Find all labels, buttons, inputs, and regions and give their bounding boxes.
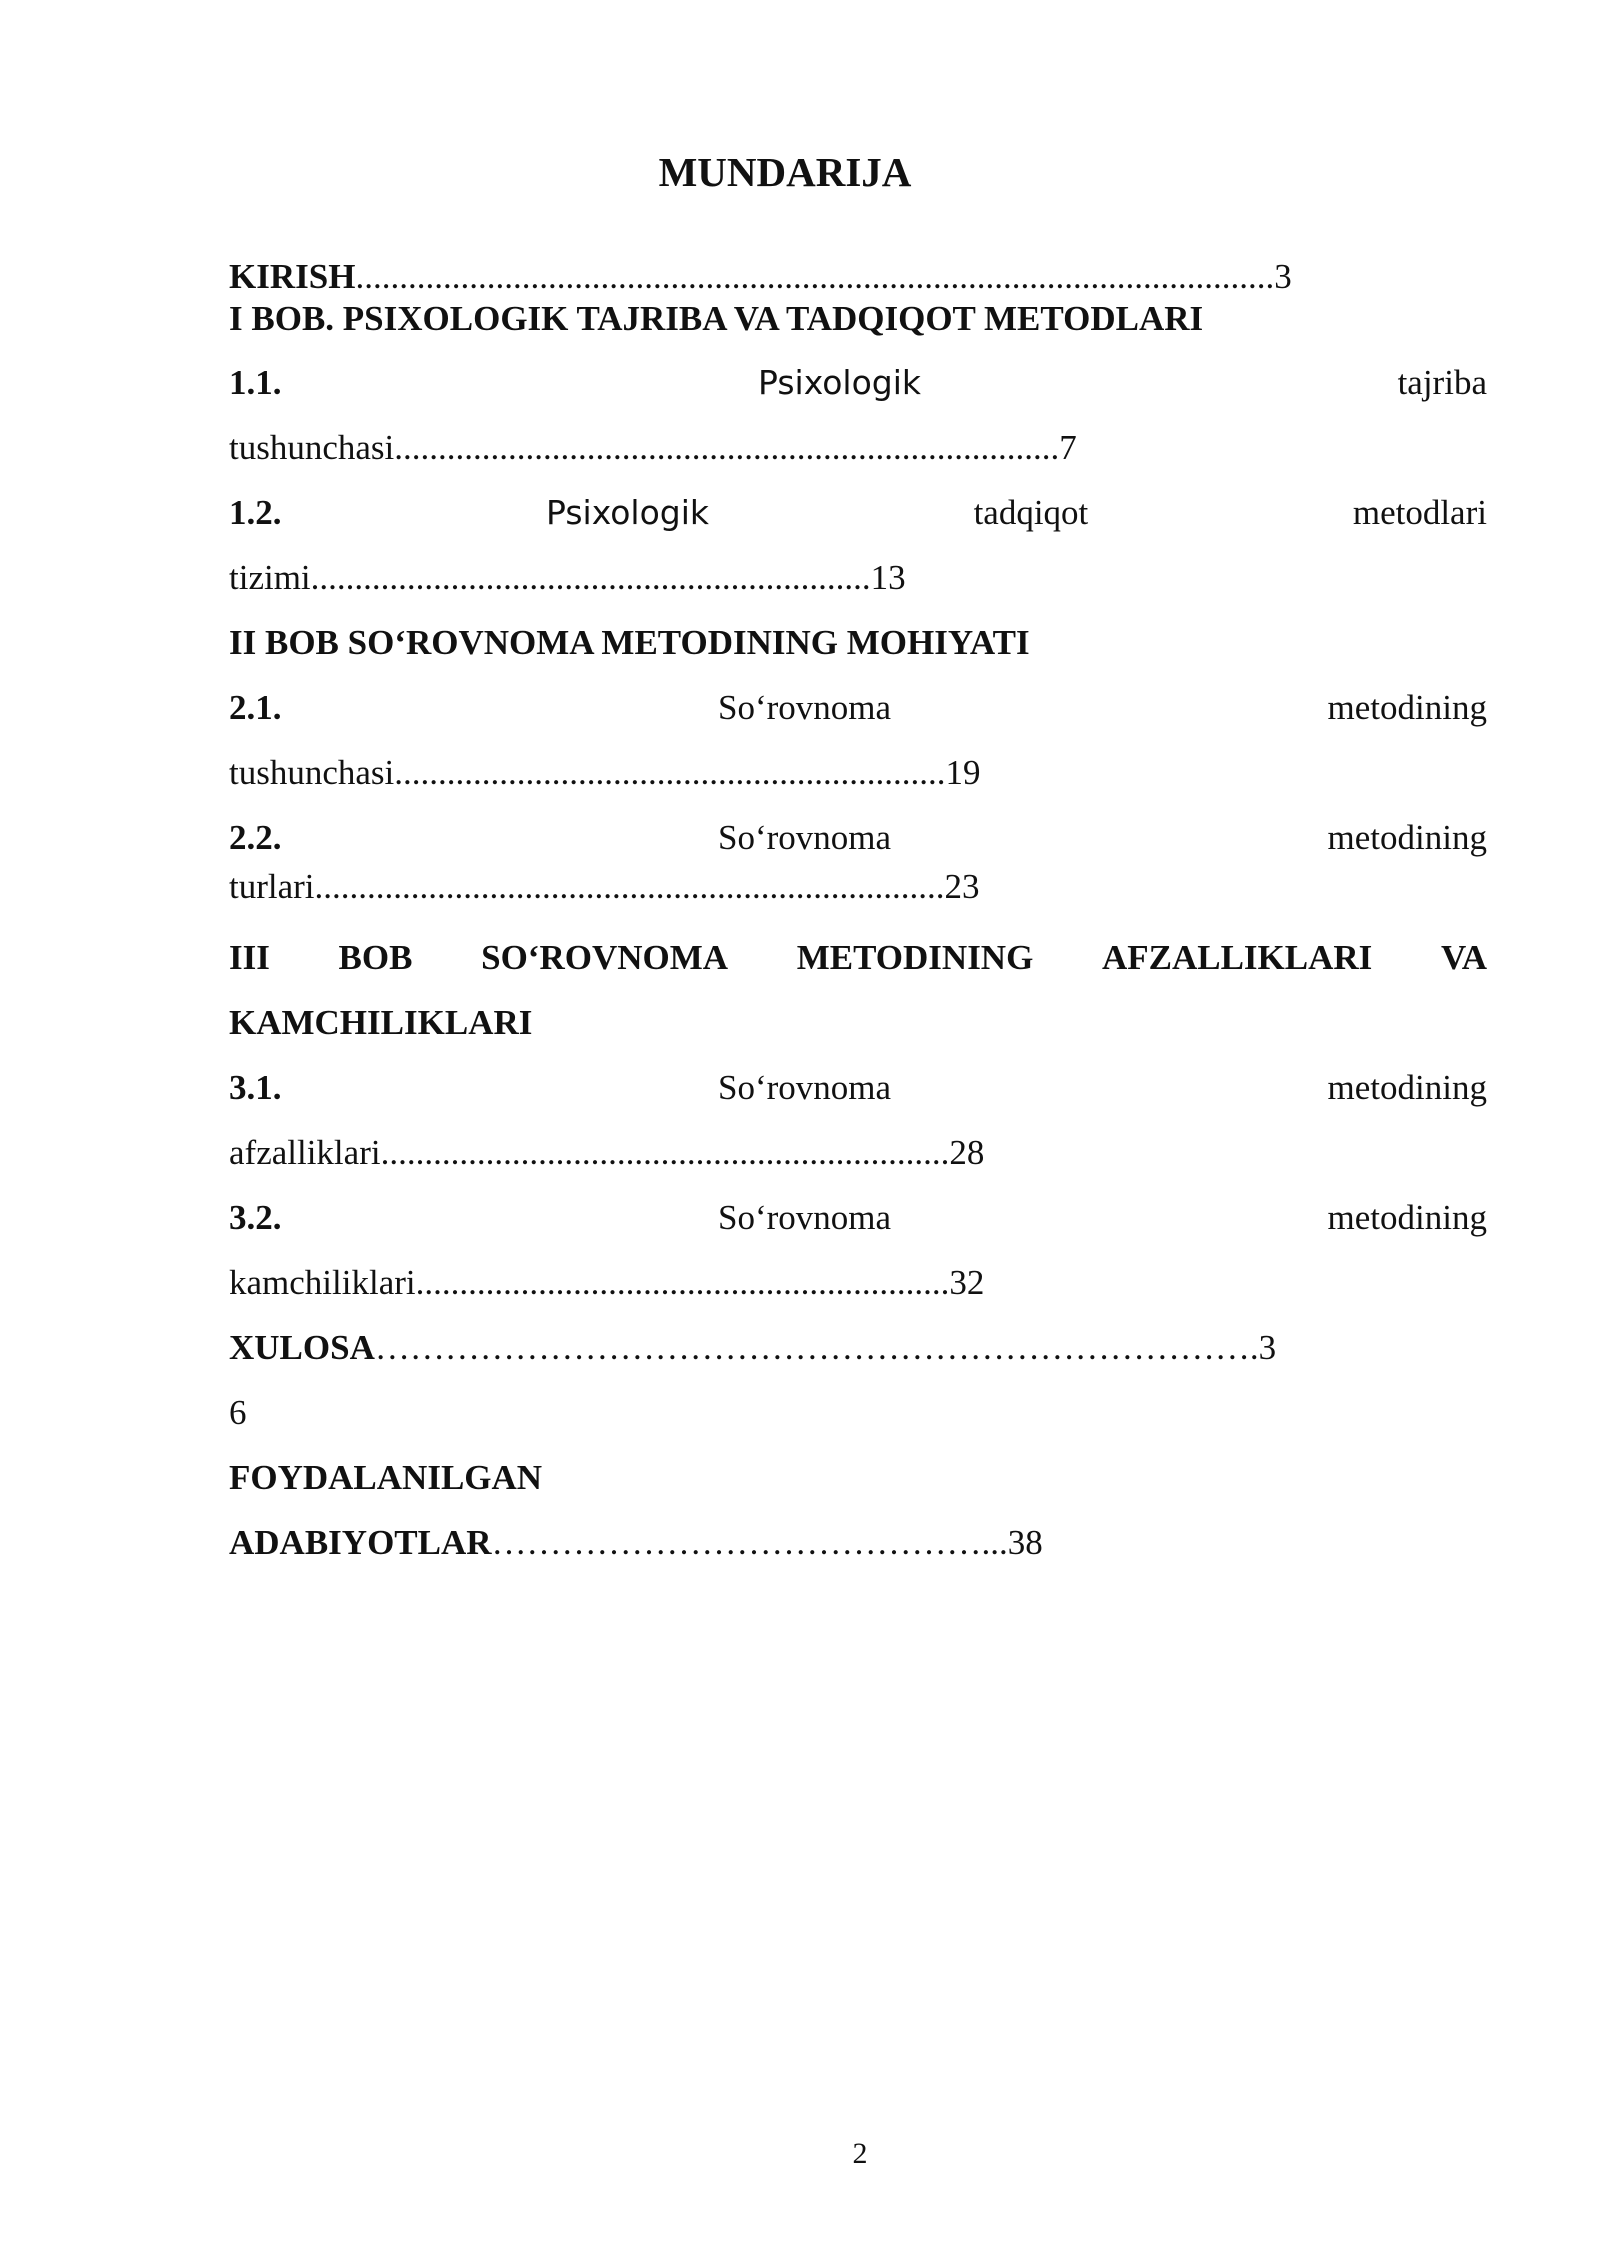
- toc-entry-intro[interactable]: [229, 255, 1487, 299]
- toc-entry-references[interactable]: [229, 1521, 1487, 1565]
- toc-entry-word: So‘rovnoma: [718, 1068, 892, 1107]
- toc-entry-word: So‘rovnoma: [718, 1198, 892, 1237]
- toc-leader: ……………………………………...: [491, 1523, 1008, 1562]
- toc-entry-3-1[interactable]: [229, 1066, 1487, 1110]
- toc-page-number: 3: [1274, 257, 1292, 296]
- toc-entry-title: XULOSA: [229, 1328, 375, 1367]
- toc-leader: .........................................................................................................: [355, 257, 1275, 296]
- toc-entry-conclusion[interactable]: [229, 1326, 1487, 1370]
- toc-section-number: 1.1.: [229, 363, 282, 402]
- toc-entry-3-2-continuation[interactable]: kamchiliklari.............................................................32: [229, 1263, 985, 1302]
- toc-chapter-3-continuation[interactable]: KAMCHILIKLARI: [229, 1003, 533, 1042]
- toc-chapter-word: METODINING: [796, 938, 1034, 977]
- toc-chapter-word: SO‘ROVNOMA: [481, 938, 729, 977]
- toc-entry-1-2-continuation[interactable]: tizimi................................................................13: [229, 558, 906, 597]
- toc-entry-word: So‘rovnoma: [718, 688, 892, 727]
- toc-section-number: 3.1.: [229, 1068, 282, 1107]
- toc-leader: ………………………………………………………………….3: [374, 1328, 1277, 1367]
- toc-entry-1-1-continuation[interactable]: tushunchasi............................................................................7: [229, 428, 1077, 467]
- toc-entry-word: metodlari: [1352, 493, 1487, 532]
- toc-entry-word: metodining: [1327, 1198, 1487, 1237]
- toc-chapter-2[interactable]: II BOB SO‘ROVNOMA METODINING MOHIYATI: [229, 623, 1030, 662]
- toc-entry-2-1[interactable]: [229, 686, 1487, 730]
- toc-entry-references-title[interactable]: FOYDALANILGAN: [229, 1458, 543, 1497]
- toc-section-number: 2.1.: [229, 688, 282, 727]
- toc-entry-1-1[interactable]: [229, 361, 1487, 405]
- toc-chapter-word: VA: [1440, 938, 1487, 977]
- toc-entry-word: So‘rovnoma: [718, 818, 892, 857]
- toc-section-number: 2.2.: [229, 818, 282, 857]
- toc-entry-word: Psixologik: [546, 493, 710, 532]
- toc-entry-title: KIRISH: [229, 257, 356, 296]
- toc-entry-2-1-continuation[interactable]: tushunchasi...............................................................19: [229, 753, 981, 792]
- toc-entry-2-2[interactable]: [229, 816, 1487, 860]
- toc-chapter-1[interactable]: I BOB. PSIXOLOGIK TAJRIBA VA TADQIQOT METODLARI: [229, 299, 1204, 338]
- toc-entry-3-1-continuation[interactable]: afzalliklari.................................................................28: [229, 1133, 985, 1172]
- page-number: 2: [852, 2137, 868, 2170]
- toc-chapter-3[interactable]: [229, 936, 1487, 980]
- toc-chapter-word: III: [229, 938, 270, 977]
- toc-page-number: 38: [1007, 1523, 1043, 1562]
- toc-entry-word: metodining: [1327, 688, 1487, 727]
- toc-section-number: 3.2.: [229, 1198, 282, 1237]
- toc-entry-word: metodining: [1327, 1068, 1487, 1107]
- toc-entry-2-2-continuation[interactable]: turlari........................................................................23: [229, 867, 980, 906]
- toc-entry-word: metodining: [1327, 818, 1487, 857]
- toc-heading: MUNDARIJA: [658, 149, 912, 195]
- toc-chapter-word: AFZALLIKLARI: [1101, 938, 1373, 977]
- toc-entry-1-2[interactable]: [229, 491, 1487, 535]
- toc-entry-word: Psixologik: [758, 363, 922, 402]
- toc-entry-conclusion-page[interactable]: 6: [229, 1393, 247, 1432]
- toc-section-number: 1.2.: [229, 493, 282, 532]
- toc-chapter-word: BOB: [338, 938, 413, 977]
- toc-entry-title: ADABIYOTLAR: [229, 1523, 492, 1562]
- toc-entry-word: tajriba: [1397, 363, 1487, 402]
- toc-entry-3-2[interactable]: [229, 1196, 1487, 1240]
- toc-entry-word: tadqiqot: [973, 493, 1089, 532]
